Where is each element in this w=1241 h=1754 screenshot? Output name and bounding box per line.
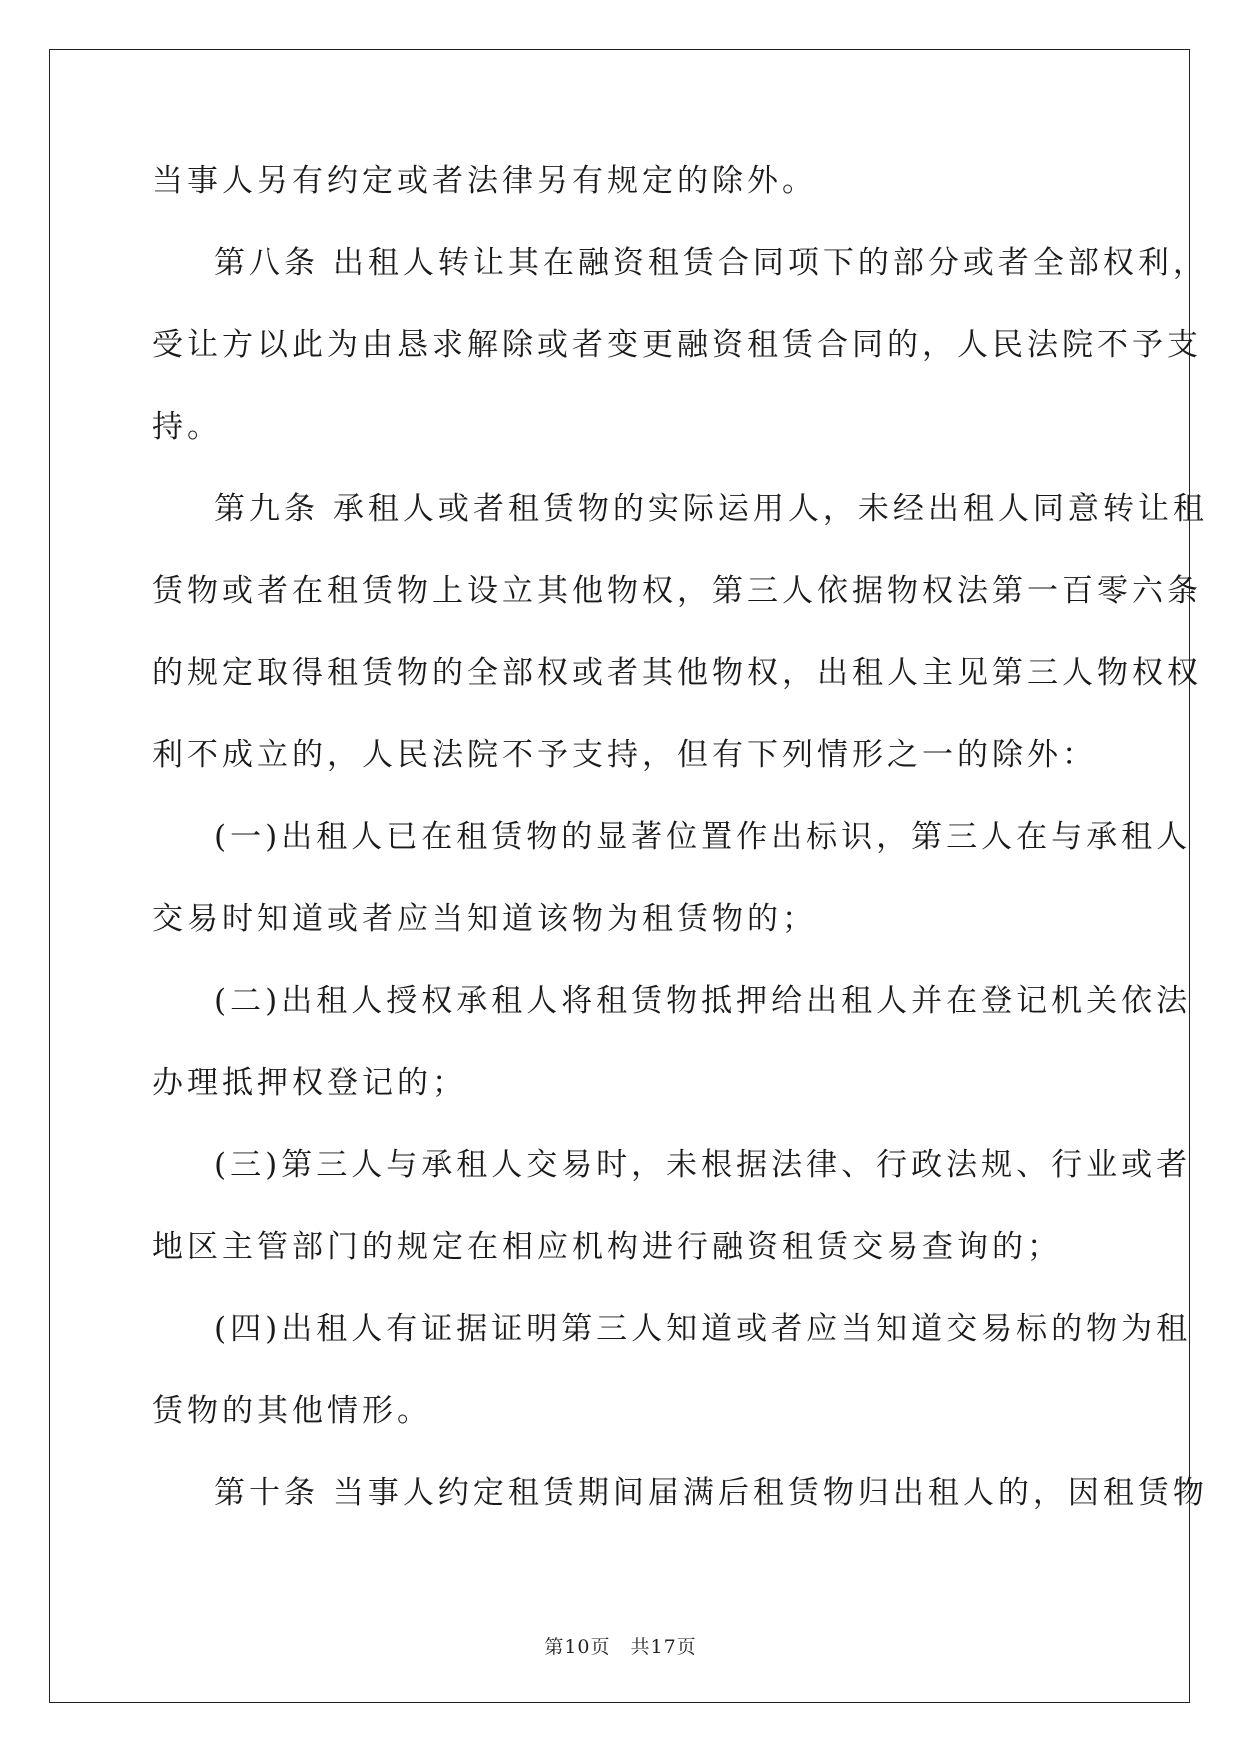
text-line: 第八条 出租人转让其在融资租赁合同项下的部分或者全部权利， <box>214 245 1208 281</box>
text-line: 当事人另有约定或者法律另有规定的除外。 <box>152 163 817 199</box>
text-line: 赁物的其他情形。 <box>152 1393 432 1429</box>
text-line: 办理抵押权登记的； <box>152 1065 467 1101</box>
text-line: 第十条 当事人约定租赁期间届满后租赁物归出租人的，因租赁物 <box>214 1475 1208 1511</box>
page-footer <box>0 1632 1241 1659</box>
text-line: 受让方以此为由恳求解除或者变更融资租赁合同的，人民法院不予支 <box>152 327 1202 363</box>
text-line: 交易时知道或者应当知道该物为租赁物的； <box>152 901 817 937</box>
page-total: 共17页 <box>630 1636 697 1658</box>
text-line: 赁物或者在租赁物上设立其他物权，第三人依据物权法第一百零六条 <box>152 573 1202 609</box>
text-line: (三)第三人与承租人交易时，未根据法律、行政法规、行业或者 <box>214 1147 1192 1183</box>
text-line: (一)出租人已在租赁物的显著位置作出标识，第三人在与承租人 <box>214 819 1192 855</box>
page-number: 第10页 <box>544 1636 611 1658</box>
text-line: 利不成立的，人民法院不予支持，但有下列情形之一的除外： <box>152 737 1097 773</box>
text-line: (二)出租人授权承租人将租赁物抵押给出租人并在登记机关依法 <box>214 983 1192 1019</box>
text-line: (四)出租人有证据证明第三人知道或者应当知道交易标的物为租 <box>214 1311 1192 1347</box>
text-line: 的规定取得租赁物的全部权或者其他物权，出租人主见第三人物权权 <box>152 655 1202 691</box>
text-line: 持。 <box>152 409 222 445</box>
text-line: 第九条 承租人或者租赁物的实际运用人，未经出租人同意转让租 <box>214 491 1208 527</box>
text-line: 地区主管部门的规定在相应机构进行融资租赁交易查询的； <box>152 1229 1062 1265</box>
document-body <box>152 160 1208 1554</box>
